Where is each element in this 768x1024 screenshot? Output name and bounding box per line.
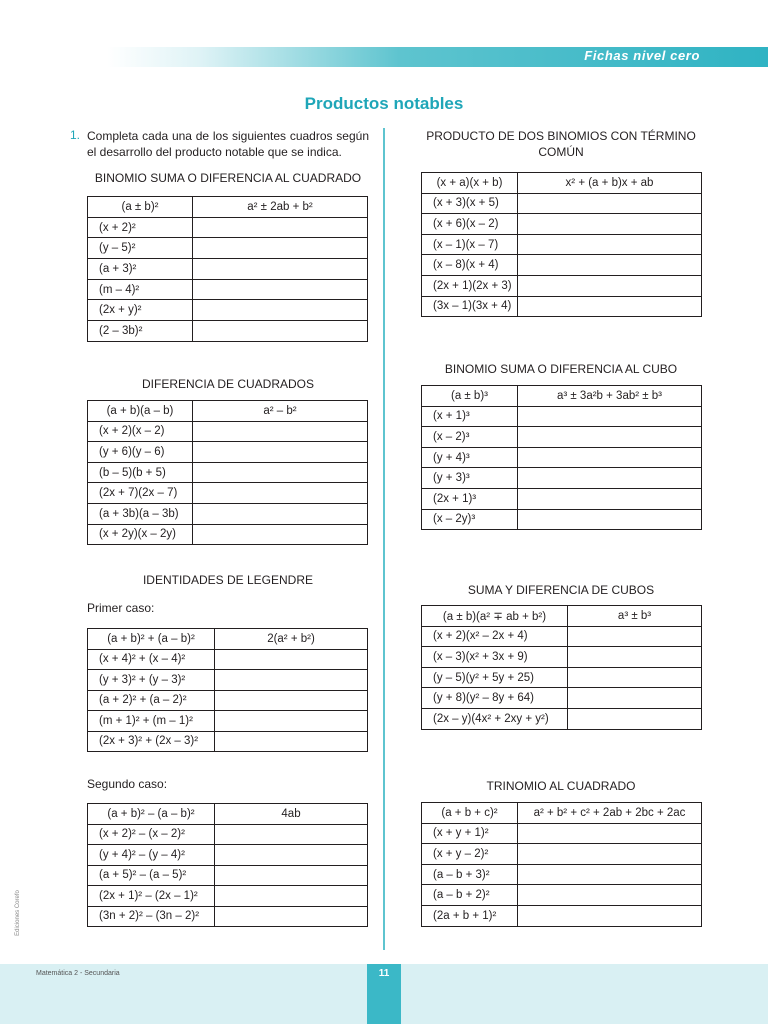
table-row — [88, 731, 368, 752]
expression-cell: (x – 2)³ — [422, 427, 518, 448]
table-cubos — [421, 605, 702, 730]
table-row — [422, 823, 702, 844]
table-row — [422, 275, 702, 296]
section-title-binomio-cuadrado: BINOMIO SUMA O DIFERENCIA AL CUADRADO — [94, 171, 362, 185]
section-title-cubos: SUMA Y DIFERENCIA DE CUBOS — [467, 583, 655, 597]
formula-cell: x² + (a + b)x + ab — [518, 173, 702, 194]
expression-cell: (a + b)² + (a – b)² — [88, 629, 215, 650]
expression-cell: (x + 6)(x – 2) — [422, 214, 518, 235]
table-row — [88, 711, 368, 732]
table-row — [422, 468, 702, 489]
expression-cell: (a + 3b)(a – 3b) — [88, 503, 193, 524]
answer-cell[interactable] — [193, 483, 368, 504]
expression-cell: (x + 2y)(x – 2y) — [88, 524, 193, 545]
answer-cell[interactable] — [215, 711, 368, 732]
table-binomio-cuadrado — [87, 196, 368, 342]
table-row — [88, 503, 368, 524]
table-row — [422, 688, 702, 709]
expression-cell: (a + b)² – (a – b)² — [88, 804, 215, 825]
answer-cell[interactable] — [193, 421, 368, 442]
section-title-termino-comun: PRODUCTO DE DOS BINOMIOS CON TÉRMINO COMÚN — [426, 129, 696, 159]
table-row — [422, 427, 702, 448]
expression-cell: (x + a)(x + b) — [422, 173, 518, 194]
expression-cell: (x – 3)(x² + 3x + 9) — [422, 647, 568, 668]
publisher-note: Ediciones Corefo — [15, 890, 21, 936]
table-row — [422, 386, 702, 407]
table-row — [88, 217, 368, 238]
answer-cell[interactable] — [215, 731, 368, 752]
expression-cell: (y + 4)³ — [422, 447, 518, 468]
expression-cell: (x + 2)² – (x – 2)² — [88, 824, 215, 845]
table-row — [88, 670, 368, 691]
table-row — [422, 509, 702, 530]
expression-cell: (3x – 1)(3x + 4) — [422, 296, 518, 317]
expression-cell: (y + 8)(y² – 8y + 64) — [422, 688, 568, 709]
answer-cell[interactable] — [518, 234, 702, 255]
column-divider — [383, 128, 385, 950]
answer-cell[interactable] — [568, 626, 702, 647]
expression-cell: (x + y – 2)² — [422, 844, 518, 865]
answer-cell[interactable] — [518, 214, 702, 235]
expression-cell: (a – b + 3)² — [422, 864, 518, 885]
expression-cell: (a + 3)² — [88, 259, 193, 280]
answer-cell[interactable] — [518, 296, 702, 317]
primer-caso-label: Primer caso: — [87, 601, 155, 615]
table-row — [422, 844, 702, 865]
expression-cell: (m + 1)² + (m – 1)² — [88, 711, 215, 732]
expression-cell: (2x + 1)² – (2x – 1)² — [88, 886, 215, 907]
expression-cell: (2 – 3b)² — [88, 321, 193, 342]
answer-cell[interactable] — [568, 667, 702, 688]
answer-cell[interactable] — [518, 255, 702, 276]
answer-cell[interactable] — [215, 865, 368, 886]
table-row — [422, 864, 702, 885]
table-legendre-caso1 — [87, 628, 368, 752]
answer-cell[interactable] — [215, 906, 368, 927]
answer-cell[interactable] — [193, 259, 368, 280]
answer-cell[interactable] — [568, 647, 702, 668]
answer-cell[interactable] — [518, 864, 702, 885]
answer-cell[interactable] — [215, 670, 368, 691]
formula-cell: 4ab — [215, 804, 368, 825]
answer-cell[interactable] — [215, 824, 368, 845]
answer-cell[interactable] — [518, 447, 702, 468]
table-row — [422, 255, 702, 276]
answer-cell[interactable] — [518, 406, 702, 427]
table-row — [88, 649, 368, 670]
table-row — [88, 300, 368, 321]
table-row — [422, 234, 702, 255]
table-diferencia-cuadrados — [87, 400, 368, 545]
table-row — [88, 259, 368, 280]
table-row — [422, 905, 702, 926]
expression-cell: (x + 2)(x² – 2x + 4) — [422, 626, 568, 647]
answer-cell[interactable] — [568, 688, 702, 709]
table-row — [88, 197, 368, 218]
formula-cell: a² – b² — [193, 401, 368, 422]
answer-cell[interactable] — [518, 427, 702, 448]
section-title-binomio-cubo: BINOMIO SUMA O DIFERENCIA AL CUBO — [444, 362, 678, 376]
answer-cell[interactable] — [518, 509, 702, 530]
table-row — [88, 483, 368, 504]
table-row — [422, 606, 702, 627]
expression-cell: (a ± b)(a² ∓ ab + b²) — [422, 606, 568, 627]
answer-cell[interactable] — [518, 823, 702, 844]
expression-cell: (x + 1)³ — [422, 406, 518, 427]
question-number: 1. — [70, 128, 81, 142]
expression-cell: (a + b)(a – b) — [88, 401, 193, 422]
expression-cell: (2x + 1)(2x + 3) — [422, 275, 518, 296]
table-row — [422, 296, 702, 317]
table-row — [88, 442, 368, 463]
table-row — [422, 885, 702, 906]
expression-cell: (x + 3)(x + 5) — [422, 193, 518, 214]
table-row — [422, 488, 702, 509]
expression-cell: (3n + 2)² – (3n – 2)² — [88, 906, 215, 927]
series-title: Fichas nivel cero — [584, 48, 700, 63]
table-termino-comun — [421, 172, 702, 317]
table-row — [422, 803, 702, 824]
expression-cell: (2x + 7)(2x – 7) — [88, 483, 193, 504]
expression-cell: (2a + b + 1)² — [422, 905, 518, 926]
expression-cell: (m – 4)² — [88, 279, 193, 300]
answer-cell[interactable] — [215, 886, 368, 907]
section-title-trinomio: TRINOMIO AL CUADRADO — [486, 779, 636, 793]
expression-cell: (a – b + 2)² — [422, 885, 518, 906]
segundo-caso-label: Segundo caso: — [87, 777, 168, 791]
answer-cell[interactable] — [518, 488, 702, 509]
section-title-diferencia-cuadrados: DIFERENCIA DE CUADRADOS — [141, 377, 315, 391]
question-text: Completa cada una de los siguientes cuadros según el desarrollo del producto notable que se indica. — [87, 129, 369, 159]
answer-cell[interactable] — [193, 279, 368, 300]
table-row — [422, 214, 702, 235]
answer-cell[interactable] — [193, 238, 368, 259]
answer-cell[interactable] — [215, 649, 368, 670]
expression-cell: (y + 3)² + (y – 3)² — [88, 670, 215, 691]
expression-cell: (x – 1)(x – 7) — [422, 234, 518, 255]
table-row — [88, 629, 368, 650]
answer-cell[interactable] — [193, 217, 368, 238]
footer-book-title: Matemática 2 - Secundaria — [36, 970, 120, 977]
answer-cell[interactable] — [518, 844, 702, 865]
table-row — [422, 406, 702, 427]
expression-cell: (y – 5)² — [88, 238, 193, 259]
answer-cell[interactable] — [518, 193, 702, 214]
expression-cell: (x + y + 1)² — [422, 823, 518, 844]
table-row — [88, 690, 368, 711]
table-binomio-cubo — [421, 385, 702, 530]
table-row — [88, 824, 368, 845]
expression-cell: (2x + y)² — [88, 300, 193, 321]
page-title: Productos notables — [304, 94, 464, 113]
expression-cell: (b – 5)(b + 5) — [88, 462, 193, 483]
expression-cell: (y + 3)³ — [422, 468, 518, 489]
table-row — [422, 708, 702, 729]
formula-cell: a² ± 2ab + b² — [193, 197, 368, 218]
expression-cell: (x – 2y)³ — [422, 509, 518, 530]
expression-cell: (a + 2)² + (a – 2)² — [88, 690, 215, 711]
table-row — [88, 462, 368, 483]
answer-cell[interactable] — [193, 321, 368, 342]
answer-cell[interactable] — [215, 845, 368, 866]
answer-cell[interactable] — [518, 275, 702, 296]
expression-cell: (a + 5)² – (a – 5)² — [88, 865, 215, 886]
table-row — [88, 279, 368, 300]
answer-cell[interactable] — [193, 442, 368, 463]
section-title-legendre: IDENTIDADES DE LEGENDRE — [142, 573, 314, 587]
formula-cell: a³ ± 3a²b + 3ab² ± b³ — [518, 386, 702, 407]
answer-cell[interactable] — [193, 503, 368, 524]
expression-cell: (x + 2)(x – 2) — [88, 421, 193, 442]
table-row — [422, 173, 702, 194]
expression-cell: (a ± b)³ — [422, 386, 518, 407]
expression-cell: (2x + 1)³ — [422, 488, 518, 509]
table-row — [88, 524, 368, 545]
expression-cell: (a + b + c)² — [422, 803, 518, 824]
table-legendre-caso2 — [87, 803, 368, 927]
answer-cell[interactable] — [193, 524, 368, 545]
answer-cell[interactable] — [193, 300, 368, 321]
answer-cell[interactable] — [193, 462, 368, 483]
table-row — [422, 667, 702, 688]
table-row — [88, 421, 368, 442]
answer-cell[interactable] — [518, 905, 702, 926]
expression-cell: (a ± b)² — [88, 197, 193, 218]
table-row — [422, 193, 702, 214]
formula-cell: a³ ± b³ — [568, 606, 702, 627]
formula-cell: a² + b² + c² + 2ab + 2bc + 2ac — [518, 803, 702, 824]
answer-cell[interactable] — [518, 885, 702, 906]
answer-cell[interactable] — [568, 708, 702, 729]
answer-cell[interactable] — [518, 468, 702, 489]
table-row — [88, 321, 368, 342]
formula-cell: 2(a² + b²) — [215, 629, 368, 650]
table-row — [422, 626, 702, 647]
expression-cell: (y + 6)(y – 6) — [88, 442, 193, 463]
table-row — [88, 865, 368, 886]
table-row — [88, 401, 368, 422]
expression-cell: (y + 4)² – (y – 4)² — [88, 845, 215, 866]
expression-cell: (x + 4)² + (x – 4)² — [88, 649, 215, 670]
page-number: 11 — [378, 968, 390, 979]
answer-cell[interactable] — [215, 690, 368, 711]
expression-cell: (x + 2)² — [88, 217, 193, 238]
table-row — [88, 804, 368, 825]
expression-cell: (y – 5)(y² + 5y + 25) — [422, 667, 568, 688]
table-row — [422, 647, 702, 668]
table-trinomio — [421, 802, 702, 927]
table-row — [88, 906, 368, 927]
expression-cell: (2x + 3)² + (2x – 3)² — [88, 731, 215, 752]
expression-cell: (2x – y)(4x² + 2xy + y²) — [422, 708, 568, 729]
table-row — [88, 845, 368, 866]
expression-cell: (x – 8)(x + 4) — [422, 255, 518, 276]
table-row — [88, 886, 368, 907]
table-row — [88, 238, 368, 259]
table-row — [422, 447, 702, 468]
